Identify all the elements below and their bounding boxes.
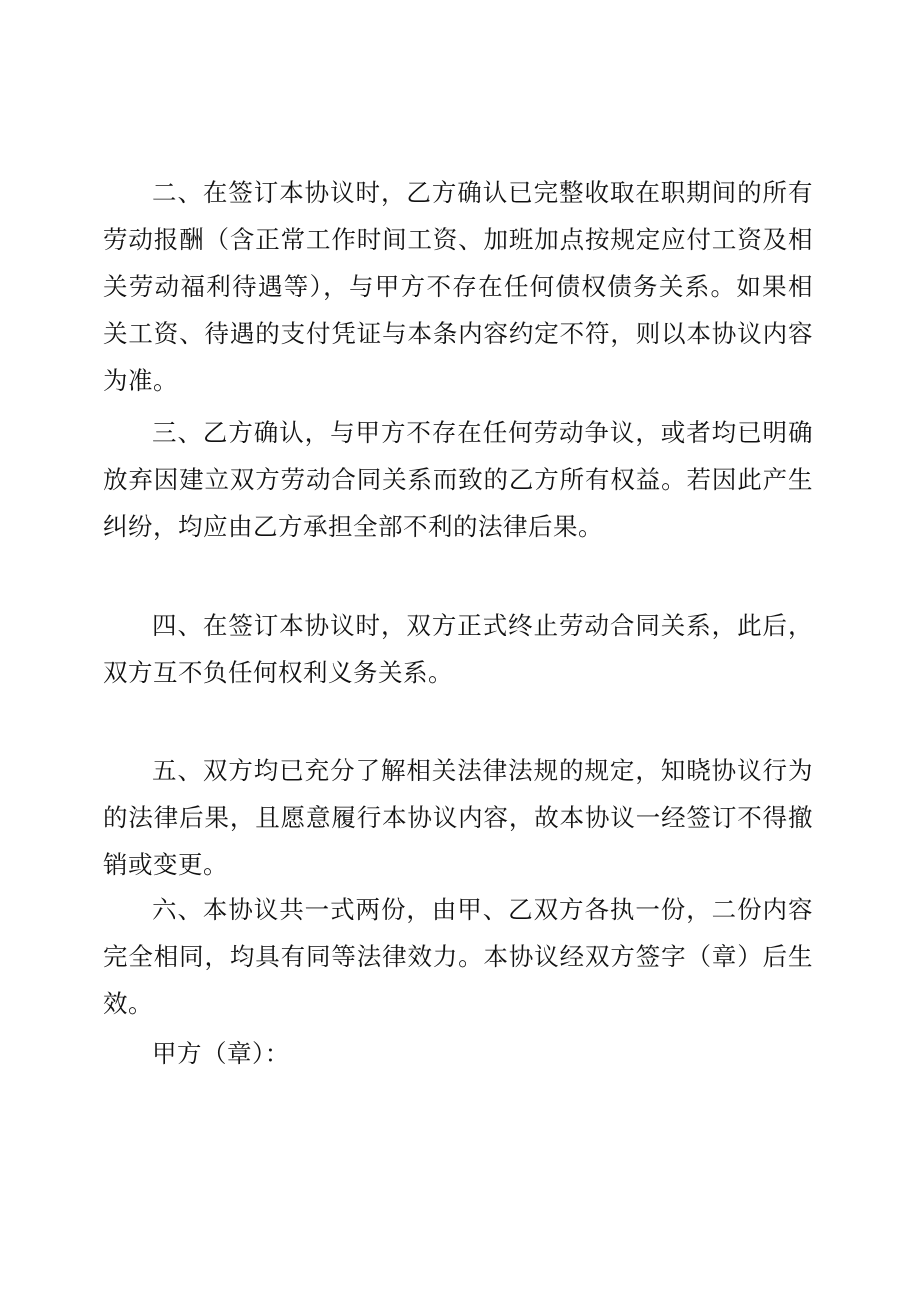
- party-a-signature-line: 甲方（章）：: [152, 1039, 290, 1068]
- clause-6: 六、本协议共一式两份，由甲、乙双方各执一份，二份内容完全相同，均具有同等法律效力。本协议经双方签字（章）后生效。: [103, 895, 813, 1018]
- clause-5: 五、双方均已充分了解相关法律法规的规定，知晓协议行为的法律后果，且愿意履行本协议内容，故本协议一经签订不得撤销或变更。: [103, 756, 813, 879]
- clause-4: 四、在签订本协议时，双方正式终止劳动合同关系，此后，双方互不负任何权利义务关系。: [103, 611, 813, 687]
- clause-3: 三、乙方确认，与甲方不存在任何劳动争议，或者均已明确放弃因建立双方劳动合同关系而致的乙方所有权益。若因此产生纠纷，均应由乙方承担全部不利的法律后果。: [103, 418, 813, 541]
- clause-2: 二、在签订本协议时，乙方确认已完整收取在职期间的所有劳动报酬（含正常工作时间工资、加班加点按规定应付工资及相关劳动福利待遇等），与甲方不存在任何债权债务关系。如果相关工资、待遇的支付凭证与本条内容约定不符，则以本协议内容为准。: [103, 178, 813, 395]
